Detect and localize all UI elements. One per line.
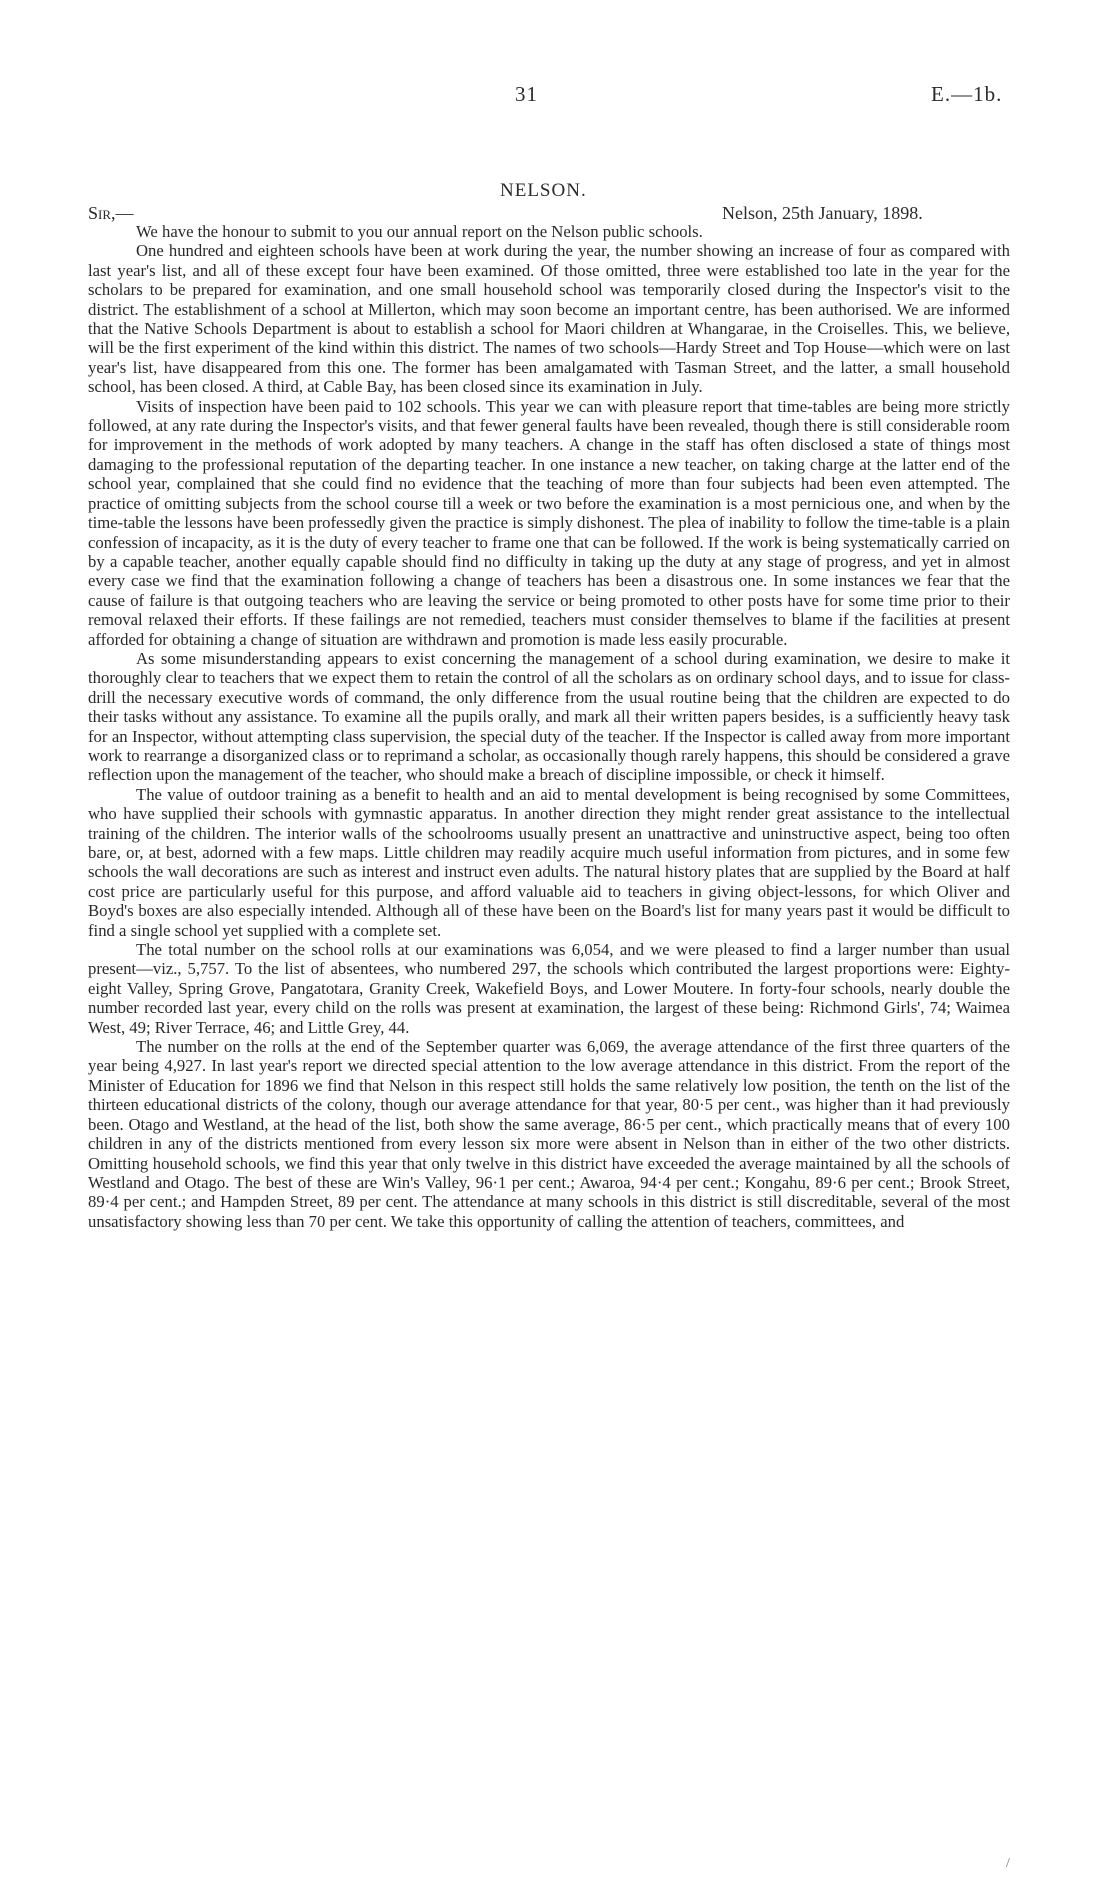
paragraph: The total number on the school rolls at our examinations was 6,054, and we were pleased to find a larger number than usual present—viz., 5,757. To the list of absentees, who numbered 297, the schools which contributed the largest proportions were: Eighty-eight Valley, Spring Grove, Pangatotara, Granity Creek, Wakefield Boys, and Lower Moutere. In forty-four schools, nearly double the number recorded last year, every child on the rolls was present at examination, the largest of these being: Richmond Girls', 74; Waimea West, 49; River Terrace, 46; and Little Grey, 44. (88, 940, 1010, 1037)
salutation: Sir,— (88, 203, 134, 223)
series-code: E.—1b. (931, 82, 1003, 106)
paragraph: As some misunderstanding appears to exist concerning the management of a school during examination, we desire to make it thoroughly clear to teachers that we expect them to retain the control of all the scholars as on ordinary school days, and to issue for class-drill the necessary executive words of command, the only difference from the usual routine being that the children are expected to do their tasks without any assistance. To examine all the pupils orally, and mark all their written papers besides, is a sufficiently heavy task for an Inspector, without attempting class supervision, the special duty of the teacher. If the Inspector is called away from more important work to rearrange a disorganized class or to reprimand a scholar, as occasionally though rarely happens, this should be considered a grave reflection upon the management of the teacher, who should make a breach of discipline impossible, or check it himself. (88, 648, 1010, 785)
dateline: Nelson, 25th January, 1898. (722, 203, 923, 223)
page-number: 31 (515, 82, 538, 106)
paragraph: The number on the rolls at the end of the September quarter was 6,069, the average attendance of the first three quarters of the year being 4,927. In last year's report we directed special attention to the low average attendance in this district. From the report of the Minister of Education for 1896 we find that Nelson in this respect still holds the same relatively low position, the tenth on the list of the thirteen educational districts of the colony, though our average attendance for that year, 80·5 per cent., was higher than it had previously been. Otago and Westland, at the head of the list, both show the same average, 86·5 per cent., which practically means that of every 100 children in any of the districts mentioned from every lesson six more were absent in Nelson than in either of the two other districts. Omitting household schools, we find this year that only twelve in this district have exceeded the average maintained by all the schools of Westland and Otago. The best of these are Win's Valley, 96·1 per cent.; Awaroa, 94·4 per cent.; Kongahu, 89·6 per cent.; Brook Street, 89·4 per cent.; and Hampden Street, 89 per cent. The attendance at many schools in this district is still discreditable, several of the most unsatisfactory showing less than 70 per cent. We take this opportunity of calling the attention of teachers, committees, and (88, 1037, 1010, 1231)
paragraph: The value of outdoor training as a benefit to health and an aid to mental development is being recognised by some Committees, who have supplied their schools with gymnastic apparatus. In another direction they might render great assistance to the intellectual training of the children. The interior walls of the schoolrooms usually present an unattractive and uninstructive aspect, being too often bare, or, at best, adorned with a few maps. Little children may readily acquire much useful information from pictures, and in some few schools the wall decorations are such as interest and instruct even adults. The natural history plates that are supplied by the Board at half cost price are particularly useful for this purpose, and afford valuable aid to teachers in giving object-lessons, for which Oliver and Boyd's boxes are also especially intended. Although all of these have been on the Board's list for many years past it would be difficult to find a single school yet supplied with a complete set. (88, 784, 1010, 940)
report-body (88, 222, 1010, 1231)
section-title: NELSON. (500, 180, 587, 201)
stray-mark: / (1006, 1856, 1010, 1871)
paragraph: We have the honour to submit to you our annual report on the Nelson public schools. (136, 222, 703, 241)
paragraph: One hundred and eighteen schools have been at work during the year, the number showing an increase of four as compared with last year's list, and all of these except four have been examined. Of those omitted, three were established too late in the year for the scholars to be prepared for examination, and one small household school was temporarily closed during the Inspector's visit to the district. The establishment of a school at Millerton, which may soon become an important centre, has been authorised. We are informed that the Native Schools Department is about to establish a school for Maori children at Whangarae, in the Croiselles. This, we believe, will be the first experiment of the kind within this district. The names of two schools—Hardy Street and Top House—which were on last year's list, have disappeared from this one. The former has been amalgamated with Tasman Street, and the latter, a small household school, has been closed. A third, at Cable Bay, has been closed since its examination in July. (88, 241, 1010, 397)
paragraph: Visits of inspection have been paid to 102 schools. This year we can with pleasure report that time-tables are being more strictly followed, at any rate during the Inspector's visits, and that fewer general faults have been revealed, though there is still considerable room for improvement in the methods of work adopted by many teachers. A change in the staff has often disclosed a state of things most damaging to the professional reputation of the departing teacher. In one instance a new teacher, on taking charge at the latter end of the school year, complained that she could find no evidence that the teaching of more than four subjects had been even attempted. The practice of omitting subjects from the school course till a week or two before the examination is a most pernicious one, and when by the time-table the lessons have been professedly given the practice is simply dishonest. The plea of inability to follow the time-table is a plain confession of incapacity, as it is the duty of every teacher to frame one that can be followed. If the work is being systematically carried on by a capable teacher, another equally capable should find no difficulty in taking up the duty at any stage of progress, and yet in almost every case we find that the examination following a change of teachers has been a disastrous one. In some instances we fear that the cause of failure is that outgoing teachers who are leaving the service or being promoted to other posts have for some time prior to their removal relaxed their efforts. If these failings are not remedied, teachers must consider themselves to blame if the facilities at present afforded for obtaining a change of situation are withdrawn and promotion is made less easily procurable. (88, 396, 1010, 649)
